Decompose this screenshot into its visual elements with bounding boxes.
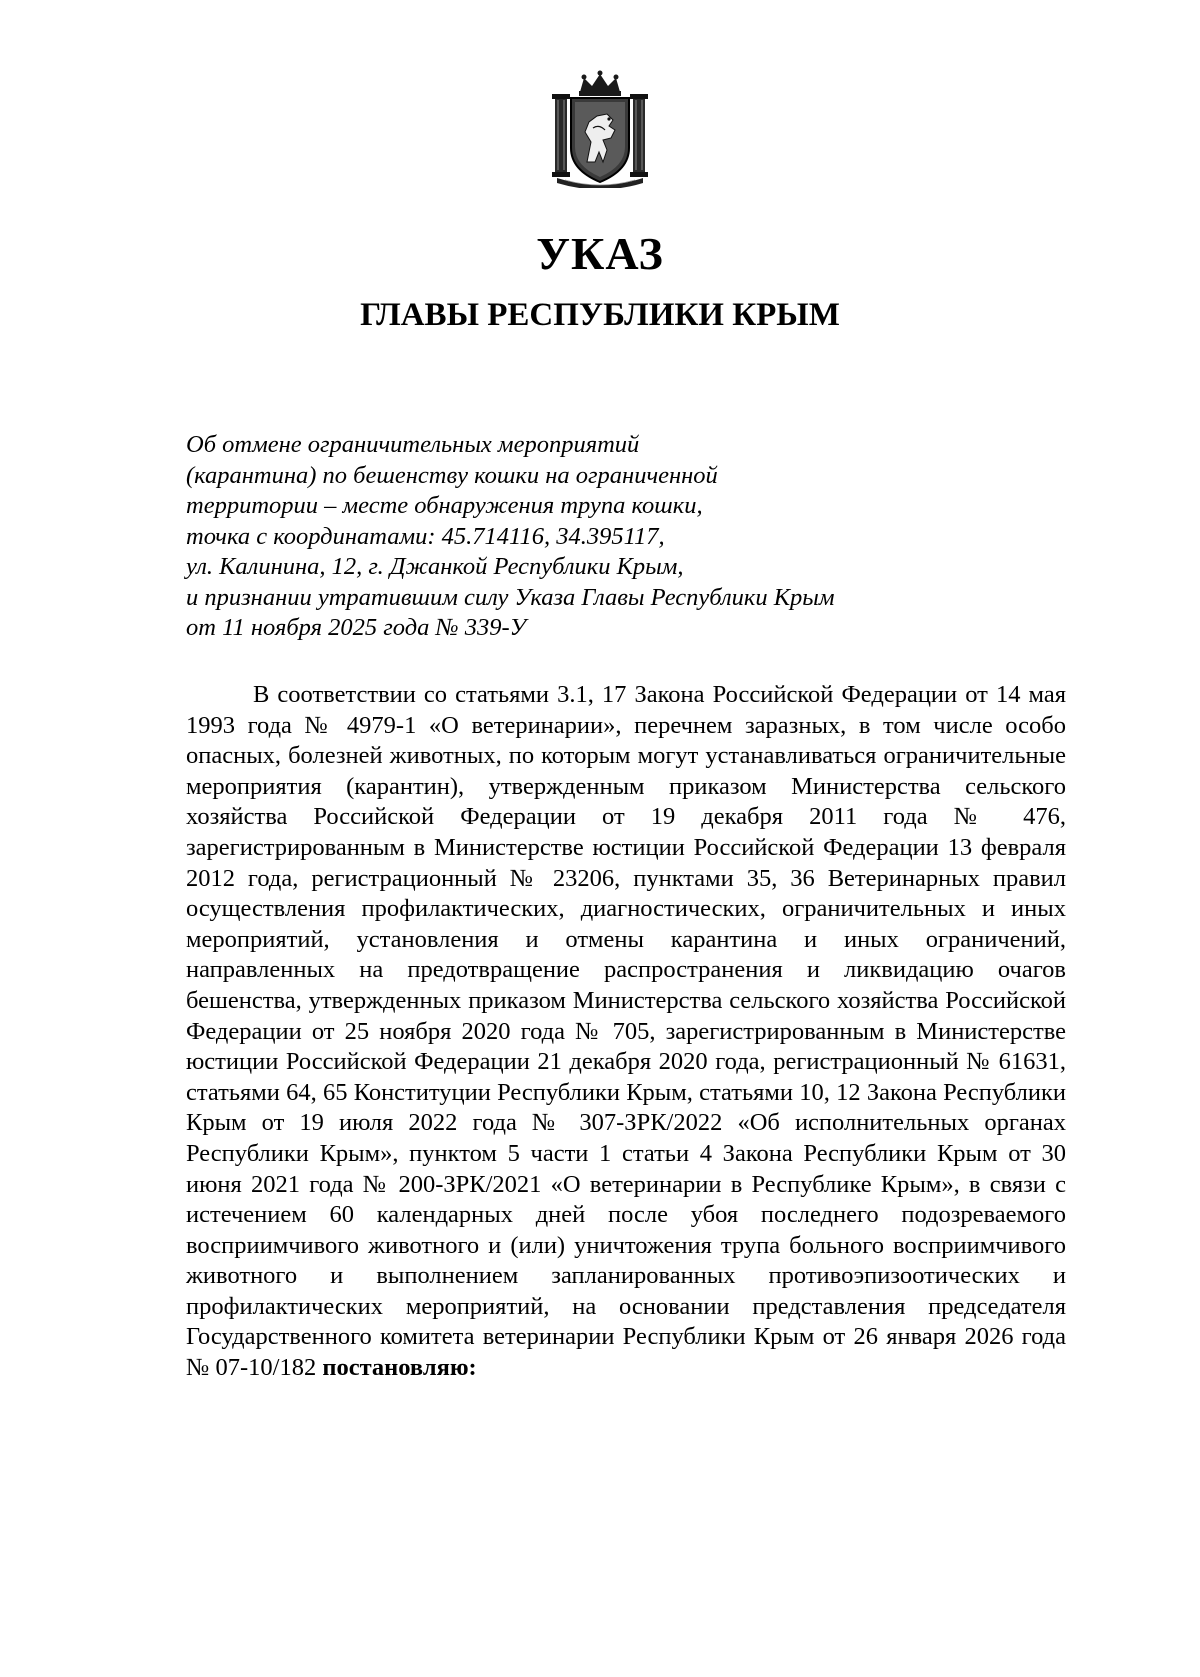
subject-line: (карантина) по бешенству кошки на ограниченной bbox=[186, 461, 718, 489]
preamble-text: В соответствии со статьями 3.1, 17 Закона Российской Федерации от 14 мая 1993 года № 4979-1 «О ветеринарии», перечнем заразных, в том числе особо опасных, болезней животных, по которым могут устанавливаться ограничительные мероприятия (карантин), утвержденным приказом Министерства сельского хозяйства Российской Федерации от 19 декабря 2011 года № 476, зарегистрированным в Министерстве юстиции Российской Федерации 13 февраля 2012 года, регистрационный № 23206, пунктами 35, 36 Ветеринарных правил осуществления профилактических, диагностических, ограничительных и иных мероприятий, установления и отмены карантина и иных ограничений, направленных на предотвращение распространения и ликвидацию очагов бешенства, утвержденных приказом Министерства сельского хозяйства Российской Федерации от 25 ноября 2020 года № 705, зарегистрированным в Министерстве юстиции Российской Федерации 21 декабря 2020 года, регистрационный № 61631, статьями 64, 65 Конституции Республики Крым, статьями 10, 12 Закона Республики Крым от 19 июля 2022 года № 307-ЗРК/2022 «Об исполнительных органах Республики Крым», пунктом 5 части 1 статьи 4 Закона Республики Крым от 30 июня 2021 года № 200-ЗРК/2021 «О ветеринарии в Республике Крым», в связи с истечением 60 календарных дней после убоя последнего подозреваемого восприимчивого животного и (или) уничтожения трупа больного восприимчивого животного и выполнением запланированных противоэпизоотических и профилактических мероприятий, на основании представления председателя Государственного комитета ветеринарии Республики Крым от 26 января 2026 года № 07-10/182 bbox=[186, 681, 1066, 1382]
subject-line: и признании утратившим силу Указа Главы Республики Крым bbox=[186, 583, 835, 611]
preamble-paragraph bbox=[186, 680, 1066, 1384]
document-title: УКАЗ bbox=[536, 228, 664, 279]
document-subtitle: ГЛАВЫ РЕСПУБЛИКИ КРЫМ bbox=[360, 297, 840, 333]
subject-line: территории – месте обнаружения трупа кошки, bbox=[186, 492, 703, 519]
decree-word: постановляю: bbox=[322, 1354, 477, 1382]
subject-line: точка с координатами: 45.714116, 34.395117, bbox=[186, 522, 665, 550]
subject-line: от 11 ноября 2025 года № 339-У bbox=[186, 614, 527, 641]
subject-line: ул. Калинина, 12, г. Джанкой Республики Крым, bbox=[186, 553, 684, 580]
crimea-coat-of-arms-icon bbox=[547, 70, 653, 188]
subject-line: Об отмене ограничительных мероприятий bbox=[186, 431, 640, 458]
document-subject bbox=[186, 430, 835, 644]
